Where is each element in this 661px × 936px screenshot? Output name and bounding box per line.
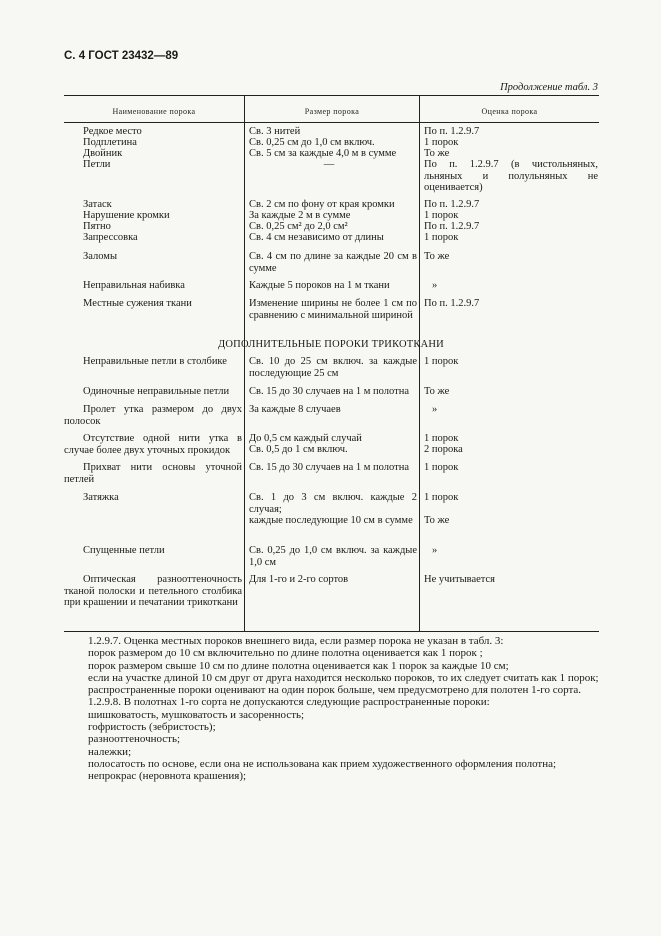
table-row-grade: 1 порок xyxy=(424,232,459,243)
table-row-size: Св. 0,25 см до 1,0 см включ. xyxy=(249,137,375,148)
paragraph: разнооттеночность; xyxy=(88,733,181,746)
table-row-size: Св. 3 нитей xyxy=(249,126,301,137)
table-row-name: Подплетина xyxy=(83,137,137,148)
table-row-size: За каждые 8 случаев xyxy=(249,404,341,415)
table-row-grade: 1 порок xyxy=(424,210,459,221)
table-row-size: Св. 15 до 30 случаев на 1 м полотна xyxy=(249,462,410,473)
table-row-size: Каждые 5 пороков на 1 м ткани xyxy=(249,280,390,291)
table-row-size: Св. 15 до 30 случаев на 1 м полотна xyxy=(249,386,410,397)
section-title: ДОПОЛНИТЕЛЬНЫЕ ПОРОКИ ТРИКОТКАНИ xyxy=(218,339,444,350)
paragraph-1297: 1.2.9.7. Оценка местных пороков внешнего вида, если размер порока не указан в табл. 3: xyxy=(88,635,504,647)
table-row-size: Для 1-го и 2-го сортов xyxy=(249,574,349,585)
table-row-name: Прихват нити основы уточной петлей xyxy=(64,462,242,485)
table-row-name: Неправильные петли в столбике xyxy=(83,356,227,367)
table-row-grade: » xyxy=(432,545,438,556)
table-row-name: Запрессовка xyxy=(83,232,138,243)
paragraph: належки; xyxy=(88,745,132,758)
table-row-grade: То же xyxy=(424,251,450,262)
table-header-rule xyxy=(64,122,599,123)
table-row-name: Двойник xyxy=(83,148,123,159)
paragraph: непрокрас (неровнота крашения); xyxy=(88,770,247,783)
table-row-name: Пятно xyxy=(83,221,111,232)
table-row-size: Св. 10 до 25 см включ. за каждые последующие 25 см xyxy=(249,356,417,379)
page-header: С. 4 ГОСТ 23432—89 xyxy=(64,50,179,62)
table-row-size: Св. 0,25 до 1,0 см включ. за каждые 1,0 см xyxy=(249,545,417,568)
table-row-name: Пролет утка размером до двух полосок xyxy=(64,404,242,427)
table-row-grade: По п. 1.2.9.7 (в чистольняных, льняных и полульняных не оценивается) xyxy=(424,159,598,193)
table-row-size: До 0,5 см каждый случай xyxy=(249,433,362,444)
table-row-size: каждые последующие 10 см в сумме xyxy=(249,515,413,526)
table-row-size: Св. 0,5 до 1 см включ. xyxy=(249,444,348,455)
paragraph: распространенные пороки оценивают на один порок больше, чем предусмотрено для полотен 1-го сорта. xyxy=(88,684,582,697)
table-row-name: Одиночные неправильные петли xyxy=(83,386,230,397)
table-row-size: Св. 1 до 3 см включ. каждые 2 случая; xyxy=(249,492,417,515)
table-row-grade: 1 порок xyxy=(424,356,459,367)
table-row-name: Заломы xyxy=(83,251,118,262)
table-row-name: Оптическая разнооттеночность тканой полоски и петельного столбика при крашении и печатании трикоткани xyxy=(64,574,242,608)
table-row-grade: » xyxy=(432,280,438,291)
table-row-name: Неправильная набивка xyxy=(83,280,185,291)
table-row-name: Затаск xyxy=(83,199,112,210)
paragraph: полосатость по основе, если она не использована как прием художественного оформления полотна; xyxy=(88,757,557,770)
table-row-name: Нарушение кромки xyxy=(83,210,170,221)
table-row-size: Св. 4 см независимо от длины xyxy=(249,232,384,243)
table-row-name: Спущенные петли xyxy=(83,545,165,556)
table-row-grade: То же xyxy=(424,148,450,159)
table-row-grade: По п. 1.2.9.7 xyxy=(424,199,480,210)
table-row-name: Затяжка xyxy=(83,492,119,503)
table-row-size: Св. 0,25 см² до 2,0 см² xyxy=(249,221,348,232)
table-row-grade: 1 порок xyxy=(424,462,459,473)
paragraph: гофристость (зебристость); xyxy=(88,721,216,734)
table-row-grade: То же xyxy=(424,386,450,397)
paragraph: порок размером до 10 см включительно по длине полотна оценивается как 1 порок ; xyxy=(88,647,483,660)
table-row-name: Отсутствие одной нити утка в случае более двух уточных прокидок xyxy=(64,433,242,456)
table-row-grade: » xyxy=(432,404,438,415)
table-row-grade: 2 порока xyxy=(424,444,463,455)
column-header-size: Размер порока xyxy=(304,107,360,116)
table-row-grade: Не учитывается xyxy=(424,574,496,585)
table-continuation-label: Продолжение табл. 3 xyxy=(500,82,598,93)
table-row-size: Св. 2 см по фону от края кромки xyxy=(249,199,395,210)
table-row-size: — xyxy=(323,159,335,170)
table-row-size: Св. 5 см за каждые 4,0 м в сумме xyxy=(249,148,397,159)
table-row-size: Изменение ширины не более 1 см по сравнению с минимальной шириной xyxy=(249,298,417,321)
body-text xyxy=(64,635,600,783)
table-row-grade: По п. 1.2.9.7 xyxy=(424,126,480,137)
table-row-grade: По п. 1.2.9.7 xyxy=(424,221,480,232)
table-row-grade: 1 порок xyxy=(424,433,459,444)
table-row-grade: То же xyxy=(424,515,450,526)
column-header-grade: Оценка порока xyxy=(481,107,538,116)
table-row-grade: 1 порок xyxy=(424,492,459,503)
paragraph: шишковатость, мушковатость и засоренность; xyxy=(88,708,305,721)
table-row-name: Редкое место xyxy=(83,126,142,137)
paragraph-1298: 1.2.9.8. В полотнах 1-го сорта не допускаются следующие распространенные пороки: xyxy=(88,696,490,709)
table-top-rule xyxy=(64,95,599,96)
table-bottom-rule xyxy=(64,631,599,632)
paragraph: если на участке длиной 10 см друг от друга находится несколько пороков, то их следует считать как 1 порок; xyxy=(88,671,599,684)
table-row-name: Местные сужения ткани xyxy=(83,298,192,309)
paragraph: порок размером свыше 10 см по длине полотна оценивается как 1 порок за каждые 10 см; xyxy=(88,659,509,672)
table-row-grade: По п. 1.2.9.7 xyxy=(424,298,480,309)
table-row-name: Петли xyxy=(83,159,111,170)
table-column-divider-1 xyxy=(244,95,245,631)
table-row-grade: 1 порок xyxy=(424,137,459,148)
table-row-size: Св. 4 см по длине за каждые 20 см в сумме xyxy=(249,251,417,274)
table-column-divider-2 xyxy=(419,95,420,631)
table-row-size: За каждые 2 м в сумме xyxy=(249,210,351,221)
column-header-name: Наименование порока xyxy=(112,107,196,116)
